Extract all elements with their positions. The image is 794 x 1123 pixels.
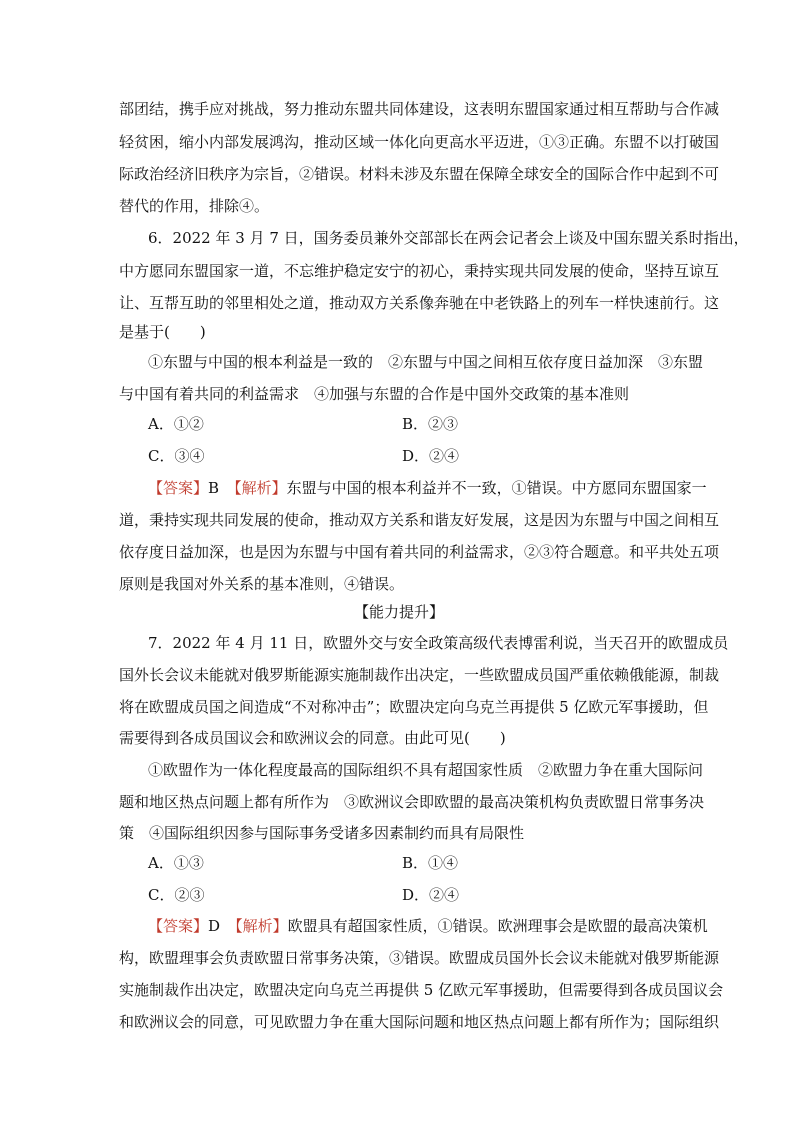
q7-statements-line-1: ①欧盟作为一体化程度最高的国际组织不具有超国家性质 ②欧盟力争在重大国际问 [148, 761, 704, 779]
q6-option-d: D．②④ [402, 447, 460, 465]
q6-analysis-line-2: 道，秉持实现共同发展的使命，推动双方关系和谐友好发展，这是因为东盟与中国之间相互 [119, 511, 720, 529]
q7-stem-line-1: 7．2022 年 4 月 11 日，欧盟外交与安全政策高级代表博雷利说，当天召开的欧盟成员 [148, 634, 729, 652]
q6-stem-line-4: 是基于( ) [119, 323, 206, 341]
q7-statements-line-3: 策 ④国际组织因参与国际事务受诸多因素制约而具有局限性 [119, 824, 525, 842]
q7-analysis-line-3: 实施制裁作出决定，欧盟决定向乌克兰再提供 5 亿欧元军事援助，但需要得到各成员国议会 [119, 981, 724, 999]
q7-answer-tag: 【答案】 [148, 917, 209, 935]
q7-option-c: C．②③ [148, 886, 205, 904]
q6-option-c: C．③④ [148, 447, 205, 465]
q7-analysis-line-4: 和欧洲议会的同意，可见欧盟力争在重大国际问题和地区热点问题上都有所作为；国际组织 [119, 1013, 720, 1031]
q7-option-b: B．①④ [402, 854, 459, 872]
prev-analysis-line-4: 替代的作用，排除④。 [119, 197, 270, 215]
q7-analysis-tag: 【解析】 [235, 917, 288, 935]
q7-answer-value: D [208, 917, 221, 935]
q7-stem-line-4: 需要得到各成员国议会和欧洲议会的同意。由此可见( ) [119, 729, 506, 747]
q6-analysis-tag: 【解析】 [234, 479, 287, 497]
q6-option-a: A．①② [148, 415, 204, 433]
q6-analysis-first: 东盟与中国的根本利益并不一致，①错误。中方愿同东盟国家一 [286, 479, 707, 497]
q6-answer-value: B [208, 479, 220, 497]
q6-statements-line-1: ①东盟与中国的根本利益是一致的 ②东盟与中国之间相互依存度日益加深 ③东盟 [148, 353, 704, 371]
prev-analysis-line-3: 际政治经济旧秩序为宗旨，②错误。材料未涉及东盟在保障全球安全的国际合作中起到不可 [119, 165, 720, 183]
section-title: 【能力提升】 [353, 603, 444, 621]
q7-stem-line-3: 将在欧盟成员国之间造成“不对称冲击”；欧盟决定向乌克兰再提供 5 亿欧元军事援助，但 [119, 698, 709, 716]
q6-stem-line-1: 6．2022 年 3 月 7 日，国务委员兼外交部部长在两会记者会上谈及中国东盟关系时指出， [148, 229, 749, 247]
q6-analysis-line-4: 原则是我国对外关系的基本准则，④错误。 [119, 575, 405, 593]
prev-analysis-line-2: 轻贫困，缩小内部发展鸿沟，推动区域一体化向更高水平迈进，①③正确。东盟不以打破国 [119, 133, 720, 151]
q6-stem-line-3: 让、互帮互助的邻里相处之道，推动双方关系像奔驰在中老铁路上的列车一样快速前行。这 [119, 294, 720, 312]
q7-stem-line-2: 国外长会议未能就对俄罗斯能源实施制裁作出决定，一些欧盟成员国严重依赖俄能源，制裁 [119, 666, 720, 684]
q6-stem-line-2: 中方愿同东盟国家一道，不忘维护稳定安宁的初心，秉持实现共同发展的使命，坚持互谅互 [119, 262, 720, 280]
q6-statements-line-2: 与中国有着共同的利益需求 ④加强与东盟的合作是中国外交政策的基本准则 [119, 385, 630, 403]
q6-option-b: B．②③ [402, 415, 459, 433]
q6-analysis-line-3: 依存度日益加深，也是因为东盟与中国有着共同的利益需求，②③符合题意。和平共处五项 [119, 543, 720, 561]
q7-answer-line [148, 916, 708, 936]
q6-answer-line [148, 478, 707, 498]
prev-analysis-line-1: 部团结，携手应对挑战，努力推动东盟共同体建设，这表明东盟国家通过相互帮助与合作减 [119, 100, 720, 118]
q7-analysis-line-2: 构，欧盟理事会负责欧盟日常事务决策，③错误。欧盟成员国外长会议未能就对俄罗斯能源 [119, 949, 720, 967]
q7-option-a: A．①③ [148, 854, 204, 872]
q7-analysis-first: 欧盟具有超国家性质，①错误。欧洲理事会是欧盟的最高决策机 [287, 917, 708, 935]
q6-answer-tag: 【答案】 [148, 479, 209, 497]
q7-option-d: D．②④ [402, 886, 460, 904]
q7-statements-line-2: 题和地区热点问题上都有所作为 ③欧洲议会即欧盟的最高决策机构负责欧盟日常事务决 [119, 793, 705, 811]
